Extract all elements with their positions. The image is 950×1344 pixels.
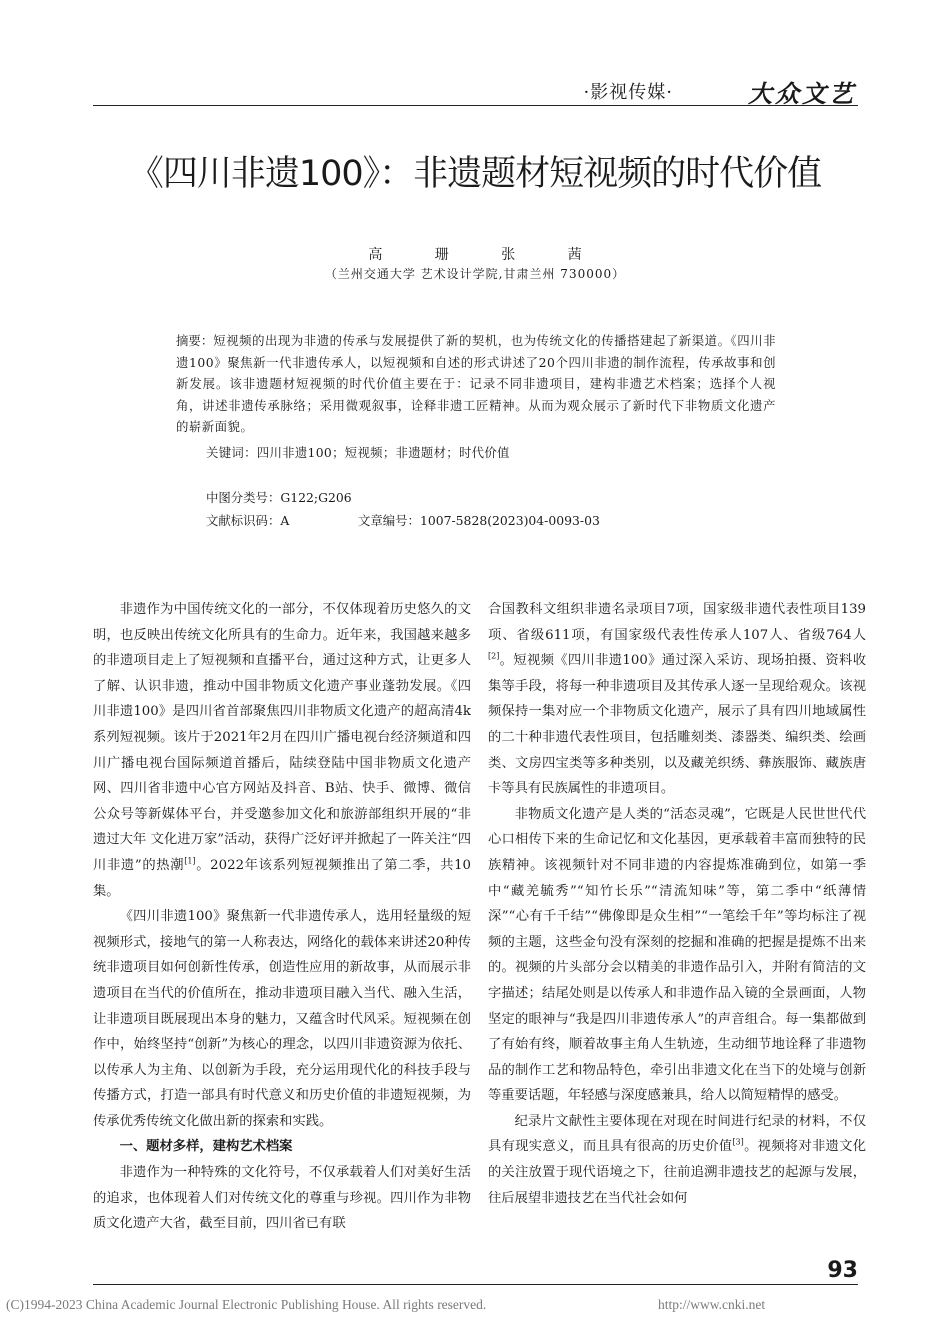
paragraph: 非遗作为一种特殊的文化符号，不仅承载着人们对美好生活的追求，也体现着人们对传统文化的尊重与珍视。四川作为非物质文化遗产大省，截至目前，四川省已有联 — [93, 1165, 471, 1232]
doc-code-label: 文献标识码： — [206, 513, 281, 528]
page-number: 93 — [827, 1258, 858, 1283]
classification-value: G122;G206 — [280, 490, 352, 505]
classification — [206, 488, 352, 506]
running-header — [93, 72, 858, 106]
article-number-label: 文章编号： — [358, 513, 420, 528]
footer-rule — [93, 1284, 858, 1285]
citation-ref: [1] — [184, 856, 196, 866]
doc-ids — [206, 511, 600, 529]
paragraph-text: 。视频将对非遗文化的关注放置于现代语境之下，往前追溯非遗技艺的起源与发展，往后展望非遗技艺在当代社会如何 — [488, 1139, 866, 1206]
paragraph — [488, 1109, 866, 1211]
header-rule — [93, 105, 858, 106]
paragraph: 非物质文化遗产是人类的“活态灵魂”，它既是人民世世代代心口相传下来的生命记忆和文化基因，更承载着丰富而独特的民族精神。该视频针对不同非遗的内容提炼准确到位，如第一季中“藏羌毓秀”“知竹长乐”“清流知味”等，第二季中“纸薄情深”“心有千千结”“佛像即是众生相”“一笔绘千年”等均标注了视频的主题，这些金句没有深刻的挖掘和准确的把握是提炼不出来的。视频的片头部分会以精美的非遗作品引入，并附有简洁的文字描述；结尾处则是以传承人和非遗作品入镜的全景画面，人物坚定的眼神与“我是四川非遗传承人”的声音组合。每一集都做到了有始有终，顺着故事主角人生轨迹，生动细节地诠释了非遗物品的制作工艺和物品特色，牵引出非遗文化在当下的处境与创新等重要话题，年轻感与深度感兼具，给人以简短精悍的感受。 — [488, 806, 866, 1104]
keywords-text: 四川非遗100；短视频；非遗题材；时代价值 — [256, 445, 510, 460]
article-number-value: 1007-5828(2023)04-0093-03 — [419, 513, 600, 528]
classification-label: 中图分类号： — [206, 490, 281, 505]
citation-ref: [2] — [488, 651, 500, 661]
paragraph-text: 非遗作为中国传统文化的一部分，不仅体现着历史悠久的文明，也反映出传统文化所具有的生命力。近年来，我国越来越多的非遗项目走上了短视频和直播平台，通过这种方式，让更多人了解、认识非遗，推动中国非物质文化遗产事业蓬勃发展。《四川非遗100》是四川省首部聚焦四川非物质文化遗产的超高清4k系列短视频。该片于2021年2月在四川广播电视台经济频道和四川广播电视台国际频道首播后，陆续登陆中国非物质文化遗产网、四川省非遗中心官方网站及抖音、B站、快手、微博、微信公众号等新媒体平台，并受邀参加文化和旅游部组织开展的“非遗过大年 文化进万家”活动，获得广泛好评并掀起了一阵关注“四川非遗”的热潮 — [93, 602, 471, 873]
website-link[interactable]: http://www.cnki.net — [658, 1297, 766, 1312]
paragraph — [488, 597, 866, 802]
citation-ref: [3] — [732, 1138, 744, 1148]
body-column-right — [488, 597, 866, 1211]
abstract — [176, 330, 776, 438]
paragraph-text: 。短视频《四川非遗100》通过深入采访、现场拍摄、资料收集等手段，将每一种非遗项目及其传承人逐一呈现给观众。该视频保持一集对应一个非物质文化遗产，展示了具有四川地域属性的二十种非遗代表性项目，包括雕刻类、漆器类、编织类、绘画类、文房四宝类等多种类别，以及藏羌织绣、彝族服饰、藏族唐卡等具有民族属性的非遗项目。 — [488, 653, 866, 797]
body-column-left — [93, 597, 471, 1237]
abstract-text: 短视频的出现为非遗的传承与发展提供了新的契机，也为传统文化的传播搭建起了新渠道。《四川非遗100》聚焦新一代非遗传承人，以短视频和自述的形式讲述了20个四川非遗的制作流程，传承故事和创新发展。该非遗题材短视频的时代价值主要在于：记录不同非遗项目，建构非遗艺术档案；选择个人视角，讲述非遗传承脉络；采用微观叙事，诠释非遗工匠精神。从而为观众展示了新时代下非物质文化遗产的崭新面貌。 — [176, 333, 776, 434]
keywords-label: 关键词： — [206, 445, 257, 460]
paragraph-text: 合国教科文组织非遗名录项目7项，国家级非遗代表性项目139项、省级611项，有国家级代表性传承人107人、省级764人 — [488, 602, 866, 643]
article-number — [358, 511, 600, 529]
keywords — [206, 443, 510, 461]
authors: 高 珊 张 茜 — [368, 247, 582, 263]
paragraph-text: 纪录片文献性主要体现在对现在时间进行纪录的材料，不仅具有现实意义，而且具有很高的历史价值 — [488, 1113, 866, 1155]
paragraph: 《四川非遗100》聚焦新一代非遗传承人，选用轻量级的短视频形式，接地气的第一人称表达，网络化的载体来讲述20种传统非遗项目如何创新性传承，创造性应用的新故事，从而展示非遗项目在当代的价值所在，推动非遗项目融入当代、融入生活，让非遗项目既展现出本身的魅力，又蕴含时代风采。短视频在创作中，始终坚持“创新”为核心的理念，以四川非遗资源为依托、以传承人为主角、以创新为手段，充分运用现代化的科技手段与传播方式，打造一部具有时代意义和历史价值的非遗短视频，为传承优秀传统文化做出新的探索和实践。 — [93, 909, 471, 1129]
section-heading: 一、题材多样，建构艺术档案 — [119, 1139, 293, 1155]
affiliation: （兰州交通大学 艺术设计学院,甘肃兰州 730000） — [324, 267, 626, 281]
journal-name: 大众文艺 — [748, 79, 856, 108]
paragraph-text: 。2022年该系列短视频推出了第二季，共10集。 — [93, 857, 471, 899]
abstract-label: 摘要： — [176, 333, 214, 348]
doc-code-value: A — [280, 513, 290, 528]
paragraph — [93, 597, 471, 904]
section-label: ·影视传媒· — [583, 82, 673, 103]
article-title: 《四川非遗100》：非遗题材短视频的时代价值 — [128, 154, 822, 194]
copyright-notice: (C)1994-2023 China Academic Journal Electronic Publishing House. All rights reserved. — [6, 1297, 487, 1312]
